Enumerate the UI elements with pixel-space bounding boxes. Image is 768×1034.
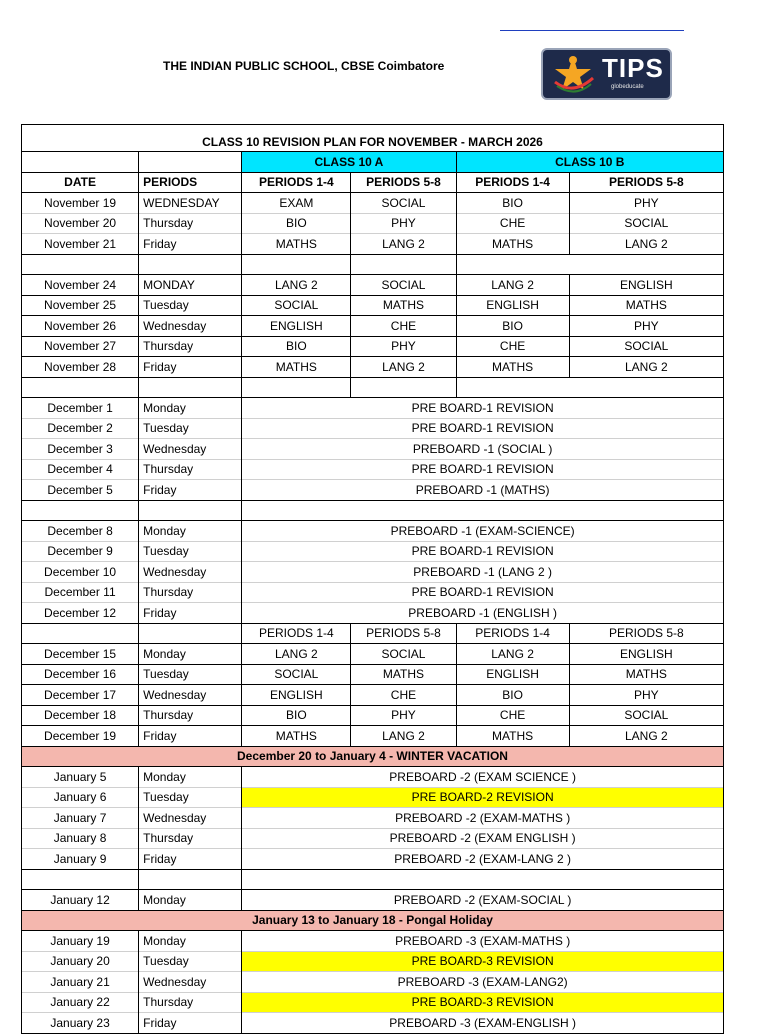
class-a-p5-8-cell: CHE bbox=[351, 316, 456, 337]
class-b-periods-5-8-header: PERIODS 5-8 bbox=[569, 172, 723, 193]
day-cell: Wednesday bbox=[139, 316, 242, 337]
blank-row bbox=[22, 500, 724, 521]
class-a-p1-4-cell: BIO bbox=[242, 336, 351, 357]
day-cell: Tuesday bbox=[139, 418, 242, 439]
day-cell: Thursday bbox=[139, 336, 242, 357]
blank-row bbox=[22, 377, 724, 398]
plan-cell: PRE BOARD-3 REVISION bbox=[242, 951, 724, 972]
revision-plan-table bbox=[21, 124, 724, 1034]
day-cell: Wednesday bbox=[139, 808, 242, 829]
class-a-p5-8-cell: LANG 2 bbox=[351, 357, 456, 378]
class-b-p1-4-cell: MATHS bbox=[456, 357, 569, 378]
day-cell: Thursday bbox=[139, 705, 242, 726]
date-cell: January 12 bbox=[22, 890, 139, 911]
table-row bbox=[22, 1013, 724, 1034]
class-a-p5-8-cell: PHY bbox=[351, 336, 456, 357]
plan-cell: PREBOARD -2 (EXAM-LANG 2 ) bbox=[242, 849, 724, 870]
class-b-p5-8-cell: SOCIAL bbox=[569, 213, 723, 234]
plan-cell: PRE BOARD-1 REVISION bbox=[242, 398, 724, 419]
table-title: CLASS 10 REVISION PLAN FOR NOVEMBER - MARCH 2026 bbox=[22, 125, 724, 152]
table-row bbox=[22, 664, 724, 685]
plan-cell: PRE BOARD-1 REVISION bbox=[242, 459, 724, 480]
class-a-p1-4-cell: MATHS bbox=[242, 726, 351, 747]
day-cell: Friday bbox=[139, 357, 242, 378]
table-row bbox=[22, 931, 724, 952]
plan-cell: PREBOARD -3 (EXAM-ENGLISH ) bbox=[242, 1013, 724, 1034]
plan-cell: PREBOARD -2 (EXAM SCIENCE ) bbox=[242, 767, 724, 788]
day-cell: Thursday bbox=[139, 992, 242, 1013]
plan-cell: PREBOARD -1 (LANG 2 ) bbox=[242, 562, 724, 583]
date-cell: January 21 bbox=[22, 972, 139, 993]
day-cell: Friday bbox=[139, 603, 242, 624]
table-row bbox=[22, 316, 724, 337]
tips-logo bbox=[541, 48, 672, 100]
date-cell: December 1 bbox=[22, 398, 139, 419]
class-b-p5-8-cell: ENGLISH bbox=[569, 644, 723, 665]
table-row bbox=[22, 623, 724, 644]
day-cell: Wednesday bbox=[139, 439, 242, 460]
date-cell: November 19 bbox=[22, 193, 139, 214]
day-cell: Tuesday bbox=[139, 951, 242, 972]
day-cell: Tuesday bbox=[139, 664, 242, 685]
plan-cell: PRE BOARD-2 REVISION bbox=[242, 787, 724, 808]
plan-cell: PREBOARD -2 (EXAM-MATHS ) bbox=[242, 808, 724, 829]
date-cell: November 24 bbox=[22, 275, 139, 296]
day-cell: Thursday bbox=[139, 582, 242, 603]
class-10b-header: CLASS 10 B bbox=[456, 152, 723, 173]
class-b-p1-4-cell: CHE bbox=[456, 213, 569, 234]
class-b-p1-4-cell: BIO bbox=[456, 316, 569, 337]
date-cell: December 2 bbox=[22, 418, 139, 439]
table-row bbox=[22, 726, 724, 747]
class-10a-header: CLASS 10 A bbox=[242, 152, 456, 173]
class-b-periods-1-4-subheader: PERIODS 1-4 bbox=[456, 623, 569, 644]
table-row bbox=[22, 992, 724, 1013]
day-cell: Wednesday bbox=[139, 972, 242, 993]
plan-cell: PREBOARD -3 (EXAM-MATHS ) bbox=[242, 931, 724, 952]
day-cell: Tuesday bbox=[139, 295, 242, 316]
date-cell: December 17 bbox=[22, 685, 139, 706]
class-a-p5-8-cell: LANG 2 bbox=[351, 726, 456, 747]
class-b-p1-4-cell: BIO bbox=[456, 193, 569, 214]
class-a-p1-4-cell: BIO bbox=[242, 213, 351, 234]
class-b-p5-8-cell: LANG 2 bbox=[569, 234, 723, 255]
day-cell: Friday bbox=[139, 1013, 242, 1034]
date-cell: December 8 bbox=[22, 521, 139, 542]
class-a-p1-4-cell: MATHS bbox=[242, 234, 351, 255]
plan-cell: PREBOARD -2 (EXAM ENGLISH ) bbox=[242, 828, 724, 849]
day-cell: Monday bbox=[139, 644, 242, 665]
class-b-p1-4-cell: CHE bbox=[456, 705, 569, 726]
day-cell: Wednesday bbox=[139, 562, 242, 583]
class-a-p1-4-cell: EXAM bbox=[242, 193, 351, 214]
table-row bbox=[22, 439, 724, 460]
plan-cell: PRE BOARD-3 REVISION bbox=[242, 992, 724, 1013]
class-a-p1-4-cell: ENGLISH bbox=[242, 316, 351, 337]
class-b-p1-4-cell: LANG 2 bbox=[456, 275, 569, 296]
table-row bbox=[22, 972, 724, 993]
plan-cell: PRE BOARD-1 REVISION bbox=[242, 418, 724, 439]
logo-text: TIPS bbox=[602, 53, 664, 83]
day-cell: Thursday bbox=[139, 459, 242, 480]
class-b-periods-1-4-header: PERIODS 1-4 bbox=[456, 172, 569, 193]
class-a-p5-8-cell: CHE bbox=[351, 685, 456, 706]
table-row bbox=[22, 849, 724, 870]
class-b-p5-8-cell: PHY bbox=[569, 193, 723, 214]
date-cell: January 23 bbox=[22, 1013, 139, 1034]
pongal-holiday-banner: January 13 to January 18 - Pongal Holiday bbox=[22, 910, 724, 931]
class-b-p5-8-cell: LANG 2 bbox=[569, 357, 723, 378]
class-a-p5-8-cell: SOCIAL bbox=[351, 193, 456, 214]
date-cell: December 19 bbox=[22, 726, 139, 747]
table-row bbox=[22, 767, 724, 788]
class-a-p1-4-cell: ENGLISH bbox=[242, 685, 351, 706]
day-cell: Friday bbox=[139, 234, 242, 255]
day-cell: Tuesday bbox=[139, 787, 242, 808]
class-a-periods-5-8-subheader: PERIODS 5-8 bbox=[351, 623, 456, 644]
table-row bbox=[22, 480, 724, 501]
date-cell: December 16 bbox=[22, 664, 139, 685]
table-row bbox=[22, 562, 724, 583]
plan-cell: PREBOARD -1 (ENGLISH ) bbox=[242, 603, 724, 624]
class-a-p5-8-cell: PHY bbox=[351, 213, 456, 234]
table-row bbox=[22, 418, 724, 439]
table-row bbox=[22, 644, 724, 665]
table-row bbox=[22, 336, 724, 357]
class-a-periods-1-4-header: PERIODS 1-4 bbox=[242, 172, 351, 193]
table-row bbox=[22, 808, 724, 829]
class-b-p5-8-cell: SOCIAL bbox=[569, 705, 723, 726]
date-cell: November 21 bbox=[22, 234, 139, 255]
plan-cell: PREBOARD -1 (EXAM-SCIENCE) bbox=[242, 521, 724, 542]
plan-cell: PREBOARD -2 (EXAM-SOCIAL ) bbox=[242, 890, 724, 911]
class-a-p5-8-cell: MATHS bbox=[351, 664, 456, 685]
table-row bbox=[22, 398, 724, 419]
day-cell: Friday bbox=[139, 726, 242, 747]
date-cell: December 4 bbox=[22, 459, 139, 480]
class-b-p1-4-cell: MATHS bbox=[456, 234, 569, 255]
date-cell: December 12 bbox=[22, 603, 139, 624]
class-b-p5-8-cell: SOCIAL bbox=[569, 336, 723, 357]
header-rule bbox=[500, 30, 684, 31]
class-a-periods-1-4-subheader: PERIODS 1-4 bbox=[242, 623, 351, 644]
day-cell: Monday bbox=[139, 398, 242, 419]
table-row bbox=[22, 890, 724, 911]
table-row bbox=[22, 787, 724, 808]
table-row bbox=[22, 951, 724, 972]
table-row bbox=[22, 213, 724, 234]
date-cell: December 3 bbox=[22, 439, 139, 460]
plan-cell: PREBOARD -3 (EXAM-LANG2) bbox=[242, 972, 724, 993]
date-cell: January 9 bbox=[22, 849, 139, 870]
day-cell: Monday bbox=[139, 521, 242, 542]
table-row bbox=[22, 746, 724, 767]
plan-cell: PREBOARD -1 (MATHS) bbox=[242, 480, 724, 501]
logo-subtext: globeducate bbox=[611, 84, 644, 90]
date-cell: November 26 bbox=[22, 316, 139, 337]
class-b-periods-5-8-subheader: PERIODS 5-8 bbox=[569, 623, 723, 644]
day-cell: Wednesday bbox=[139, 685, 242, 706]
periods-column-header: PERIODS bbox=[139, 172, 242, 193]
date-cell: December 15 bbox=[22, 644, 139, 665]
date-cell: November 20 bbox=[22, 213, 139, 234]
class-a-periods-5-8-header: PERIODS 5-8 bbox=[351, 172, 456, 193]
day-cell: WEDNESDAY bbox=[139, 193, 242, 214]
date-cell: January 20 bbox=[22, 951, 139, 972]
class-a-p5-8-cell: MATHS bbox=[351, 295, 456, 316]
class-a-p5-8-cell: SOCIAL bbox=[351, 644, 456, 665]
table-row bbox=[22, 828, 724, 849]
table-row bbox=[22, 234, 724, 255]
date-cell: January 7 bbox=[22, 808, 139, 829]
class-a-p1-4-cell: SOCIAL bbox=[242, 664, 351, 685]
date-column-header: DATE bbox=[22, 172, 139, 193]
class-b-p5-8-cell: PHY bbox=[569, 685, 723, 706]
table-row bbox=[22, 685, 724, 706]
date-cell: December 10 bbox=[22, 562, 139, 583]
class-a-p5-8-cell: LANG 2 bbox=[351, 234, 456, 255]
date-cell: November 27 bbox=[22, 336, 139, 357]
table-row bbox=[22, 541, 724, 562]
table-row bbox=[22, 193, 724, 214]
class-a-p1-4-cell: LANG 2 bbox=[242, 275, 351, 296]
class-a-p1-4-cell: MATHS bbox=[242, 357, 351, 378]
class-b-p1-4-cell: ENGLISH bbox=[456, 664, 569, 685]
date-cell: December 9 bbox=[22, 541, 139, 562]
class-a-p5-8-cell: SOCIAL bbox=[351, 275, 456, 296]
date-cell: January 5 bbox=[22, 767, 139, 788]
date-cell: December 5 bbox=[22, 480, 139, 501]
day-cell: Friday bbox=[139, 480, 242, 501]
date-cell: January 6 bbox=[22, 787, 139, 808]
plan-cell: PRE BOARD-1 REVISION bbox=[242, 582, 724, 603]
date-cell: January 8 bbox=[22, 828, 139, 849]
class-a-p1-4-cell: SOCIAL bbox=[242, 295, 351, 316]
class-b-p1-4-cell: LANG 2 bbox=[456, 644, 569, 665]
table-row bbox=[22, 521, 724, 542]
table-row bbox=[22, 603, 724, 624]
day-cell: Tuesday bbox=[139, 541, 242, 562]
class-b-p5-8-cell: MATHS bbox=[569, 664, 723, 685]
class-b-p5-8-cell: MATHS bbox=[569, 295, 723, 316]
table-row bbox=[22, 582, 724, 603]
class-a-p1-4-cell: BIO bbox=[242, 705, 351, 726]
class-b-p1-4-cell: BIO bbox=[456, 685, 569, 706]
plan-cell: PREBOARD -1 (SOCIAL ) bbox=[242, 439, 724, 460]
plan-cell: PRE BOARD-1 REVISION bbox=[242, 541, 724, 562]
class-a-p5-8-cell: PHY bbox=[351, 705, 456, 726]
winter-vacation-banner: December 20 to January 4 - WINTER VACATION bbox=[22, 746, 724, 767]
day-cell: Monday bbox=[139, 890, 242, 911]
table-row bbox=[22, 295, 724, 316]
star-figure-icon bbox=[543, 50, 603, 100]
class-b-p1-4-cell: CHE bbox=[456, 336, 569, 357]
day-cell: Monday bbox=[139, 767, 242, 788]
class-b-p5-8-cell: PHY bbox=[569, 316, 723, 337]
table-row bbox=[22, 357, 724, 378]
blank-row bbox=[22, 869, 724, 890]
class-a-p1-4-cell: LANG 2 bbox=[242, 644, 351, 665]
date-cell: January 22 bbox=[22, 992, 139, 1013]
day-cell: MONDAY bbox=[139, 275, 242, 296]
table-row bbox=[22, 705, 724, 726]
day-cell: Monday bbox=[139, 931, 242, 952]
table-row bbox=[22, 275, 724, 296]
class-b-p1-4-cell: ENGLISH bbox=[456, 295, 569, 316]
school-name: THE INDIAN PUBLIC SCHOOL, CBSE Coimbatore bbox=[163, 59, 445, 73]
blank-row bbox=[22, 254, 724, 275]
table-row bbox=[22, 459, 724, 480]
day-cell: Thursday bbox=[139, 828, 242, 849]
date-cell: November 28 bbox=[22, 357, 139, 378]
date-cell: December 18 bbox=[22, 705, 139, 726]
date-cell: November 25 bbox=[22, 295, 139, 316]
date-cell: January 19 bbox=[22, 931, 139, 952]
table-row bbox=[22, 910, 724, 931]
date-cell: December 11 bbox=[22, 582, 139, 603]
day-cell: Thursday bbox=[139, 213, 242, 234]
class-b-p1-4-cell: MATHS bbox=[456, 726, 569, 747]
day-cell: Friday bbox=[139, 849, 242, 870]
class-b-p5-8-cell: LANG 2 bbox=[569, 726, 723, 747]
class-b-p5-8-cell: ENGLISH bbox=[569, 275, 723, 296]
